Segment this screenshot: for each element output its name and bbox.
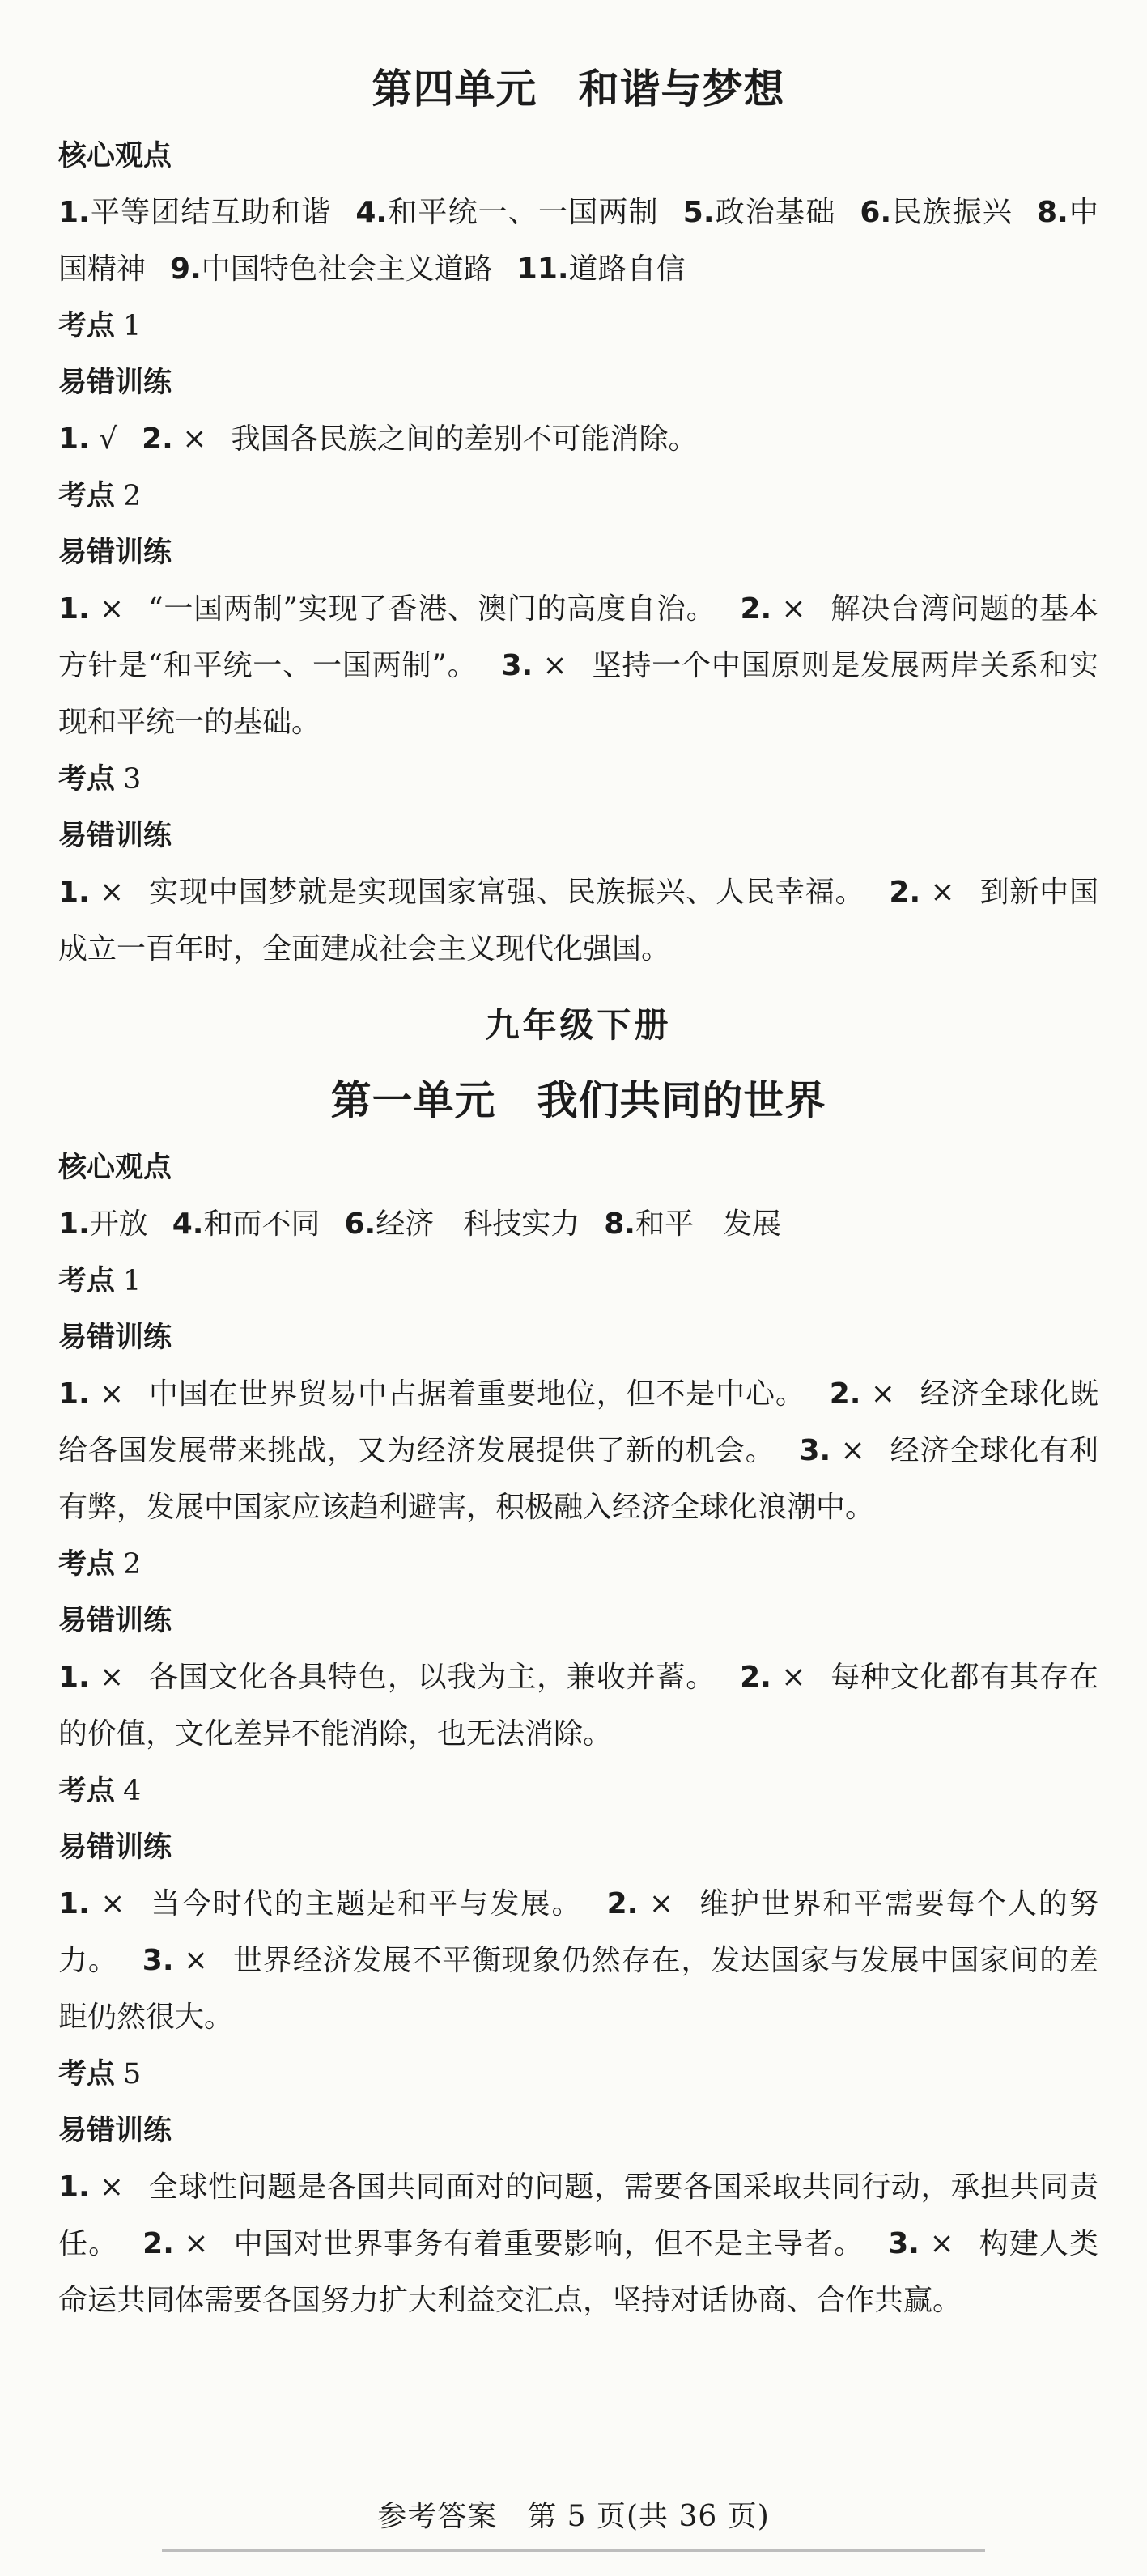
answer-explanation: 经济全球化既给各国发展带来挑战，又为经济发展提供了新的机会。 [58, 1377, 1098, 1467]
answer-explanation: 维护世界和平需要每个人的努力。 [58, 1887, 1098, 1977]
kaodian-number: 2 [123, 1548, 142, 1581]
answer-mark: × [771, 1661, 806, 1694]
unit4-sections [58, 298, 1098, 978]
core-point-text: 平等团结互助和谐 [89, 196, 332, 229]
answer-explanation: “一国两制”实现了香港、澳门的高度自治。 [148, 592, 716, 626]
answer-number: 1. [58, 2171, 90, 2204]
answer-explanation: 坚持一个中国原则是发展两岸关系和实现和平统一的基础。 [58, 649, 1098, 739]
answer-item [142, 422, 697, 456]
answer-number: 1. [58, 1661, 90, 1694]
kaodian-label: 考点 [58, 2058, 116, 2090]
answer-mark: × [89, 2171, 125, 2204]
answer-explanation: 中国对世界事务有着重要影响，但不是主导者。 [232, 2227, 864, 2260]
answer-number: 2. [889, 876, 921, 909]
core-point-number: 1. [58, 1207, 90, 1241]
answer-number: 2. [740, 1661, 771, 1694]
answer-item [142, 2227, 864, 2260]
answer-explanation: 当今时代的主题是和平与发展。 [149, 1887, 583, 1920]
practice-answers [58, 1366, 1098, 1536]
core-point-number: 4. [172, 1207, 204, 1241]
core-point-number: 11. [516, 253, 569, 286]
kaodian-heading [58, 298, 1098, 354]
core-point-number: 6. [860, 196, 892, 229]
unit1-core-text [58, 1196, 1098, 1253]
answer-explanation: 实现中国梦就是实现国家富强、民族振兴、人民幸福。 [148, 876, 865, 909]
core-point-text: 道路自信 [568, 253, 686, 286]
practice-label: 易错训练 [58, 1322, 172, 1354]
answer-explanation: 每种文化都有其存在的价值，文化差异不能消除，也无法消除。 [58, 1661, 1099, 1751]
practice-answers [58, 411, 1098, 468]
answer-number: 3. [799, 1434, 831, 1467]
core-point-text: 中国特色社会主义道路 [201, 253, 493, 286]
answer-explanation: 全球性问题是各国共同面对的问题，需要各国采取共同行动，承担共同责任。 [58, 2171, 1098, 2260]
unit1-title: 第一单元 我们共同的世界 [330, 1077, 826, 1124]
core-point [860, 196, 1013, 229]
core-point [604, 1207, 781, 1241]
practice-label: 易错训练 [58, 1831, 172, 1864]
kaodian-heading [58, 1253, 1098, 1309]
answer-mark: √ [89, 422, 118, 456]
core-point [683, 196, 836, 229]
answer-explanation: 经济全球化有利有弊，发展中国家应该趋利避害，积极融入经济全球化浪潮中。 [58, 1434, 1098, 1524]
kaodian-label: 考点 [58, 480, 116, 512]
practice-label: 易错训练 [58, 2115, 172, 2147]
kaodian-number: 4 [123, 1775, 142, 1807]
unit4-core-label: 核心观点 [58, 140, 172, 172]
answer-item [58, 1661, 716, 1694]
core-point [58, 196, 331, 229]
practice-answers [58, 1876, 1098, 2046]
answer-explanation: 世界经济发展不平衡现象仍然存在，发达国家与发展中国家间的差距仍然很大。 [58, 1944, 1098, 2034]
core-point-text: 中国精神 [58, 196, 1098, 286]
kaodian-number: 1 [123, 1265, 142, 1297]
practice-label: 易错训练 [58, 1605, 172, 1637]
answer-number: 1. [58, 422, 90, 456]
core-point-text: 和平统一、一国两制 [387, 196, 659, 229]
core-point-text: 政治基础 [714, 196, 836, 229]
practice-answers [58, 1649, 1098, 1763]
answer-number: 3. [501, 649, 533, 682]
answer-item [58, 1944, 1098, 2034]
core-point-text: 和而不同 [203, 1207, 321, 1241]
answer-number: 3. [888, 2227, 920, 2260]
answer-mark: × [89, 592, 125, 626]
practice-label: 易错训练 [58, 820, 172, 852]
core-point [517, 253, 686, 286]
answer-mark: × [172, 422, 207, 456]
answer-explanation: 中国在世界贸易中占据着重要地位，但不是中心。 [148, 1377, 805, 1411]
kaodian-label: 考点 [58, 763, 116, 796]
answer-mark: × [89, 876, 125, 909]
answer-item [58, 422, 117, 456]
core-point-text: 开放 [89, 1207, 148, 1241]
footer-divider [162, 2549, 985, 2552]
answer-number: 2. [606, 1887, 639, 1920]
core-point-text: 经济 科技实力 [376, 1207, 580, 1241]
answer-mark: × [89, 1661, 125, 1694]
core-point [170, 253, 493, 286]
answer-explanation: 到新中国成立一百年时，全面建成社会主义现代化强国。 [58, 876, 1099, 965]
answer-number: 1. [58, 1377, 90, 1411]
core-point-text: 民族振兴 [891, 196, 1013, 229]
answer-mark: × [920, 876, 955, 909]
unit4-core-text [58, 185, 1098, 298]
core-point [345, 1207, 580, 1241]
kaodian-label: 考点 [58, 1548, 116, 1581]
practice-answers [58, 864, 1098, 978]
kaodian-label: 考点 [58, 1265, 116, 1297]
unit4-title: 第四单元 和谐与梦想 [372, 66, 785, 112]
answer-mark: × [89, 1887, 125, 1920]
kaodian-number: 3 [123, 763, 142, 796]
answer-number: 2. [740, 592, 772, 626]
answer-item [58, 876, 864, 909]
answer-mark: × [533, 649, 567, 682]
kaodian-label: 考点 [58, 1775, 116, 1807]
answer-mark: × [860, 1377, 895, 1411]
answer-number: 2. [829, 1377, 861, 1411]
core-point-text: 和平 发展 [635, 1207, 781, 1241]
answer-number: 2. [142, 422, 173, 456]
answer-explanation: 我国各民族之间的差别不可能消除。 [231, 422, 698, 456]
answer-item [58, 592, 716, 626]
answer-number: 1. [58, 876, 90, 909]
practice-label: 易错训练 [58, 367, 172, 399]
core-point [172, 1207, 321, 1241]
answer-item [58, 1887, 583, 1920]
book-title: 九年级下册 [485, 1005, 672, 1045]
unit1-sections [58, 1253, 1098, 2329]
practice-answers [58, 581, 1098, 751]
core-point-number: 1. [58, 196, 90, 229]
answer-mark: × [919, 2227, 954, 2260]
core-point-number: 8. [604, 1207, 635, 1241]
kaodian-heading [58, 751, 1098, 808]
answer-explanation: 各国文化各具特色，以我为主，兼收并蓄。 [148, 1661, 716, 1694]
core-point [58, 1207, 148, 1241]
kaodian-number: 5 [123, 2058, 142, 2090]
answer-number: 1. [58, 592, 90, 626]
answer-number: 1. [58, 1887, 90, 1920]
answer-number: 2. [142, 2227, 174, 2260]
kaodian-number: 2 [123, 480, 142, 512]
answer-item [58, 1377, 805, 1411]
kaodian-heading [58, 2046, 1098, 2103]
core-point-number: 6. [344, 1207, 376, 1241]
kaodian-heading [58, 1536, 1098, 1593]
kaodian-heading [58, 468, 1098, 524]
kaodian-label: 考点 [58, 310, 116, 342]
answer-mark: × [173, 1944, 209, 1977]
practice-answers [58, 2159, 1098, 2329]
core-point-number: 8. [1037, 196, 1068, 229]
kaodian-heading [58, 1763, 1098, 1819]
answer-explanation: 解决台湾问题的基本方针是“和平统一、一国两制”。 [58, 592, 1099, 682]
practice-label: 易错训练 [58, 537, 172, 569]
answer-mark: × [831, 1434, 865, 1467]
answer-explanation: 构建人类命运共同体需要各国努力扩大利益交汇点，坚持对话协商、合作共赢。 [58, 2227, 1098, 2317]
core-point [355, 196, 658, 229]
kaodian-number: 1 [123, 310, 142, 342]
core-point-number: 5. [682, 196, 715, 229]
page-footer: 参考答案 第 5 页(共 36 页) [377, 2500, 770, 2533]
answer-mark: × [638, 1887, 673, 1920]
answer-mark: × [89, 1377, 125, 1411]
answer-mark: × [173, 2227, 209, 2260]
unit1-core-label: 核心观点 [58, 1152, 172, 1184]
answer-number: 3. [142, 1944, 174, 1977]
core-point-number: 4. [355, 196, 388, 229]
answer-mark: × [771, 592, 806, 626]
core-point-number: 9. [170, 253, 202, 286]
